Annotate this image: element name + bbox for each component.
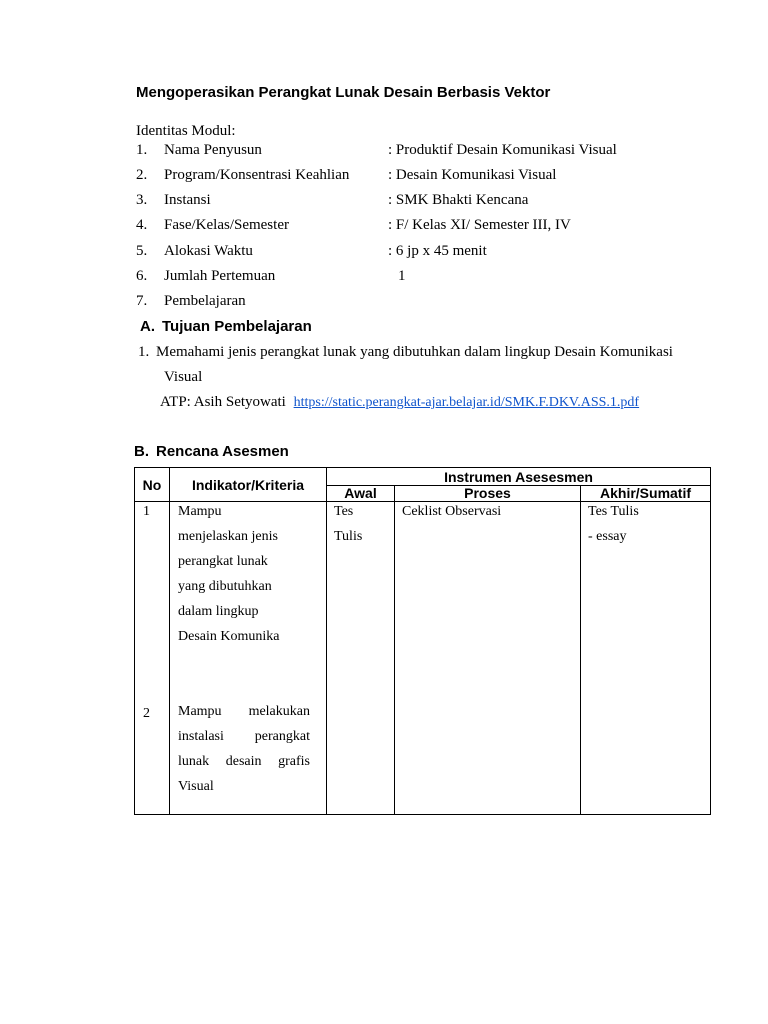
indikator-line: lunak desain grafis [178, 754, 310, 769]
header-no: No [135, 468, 170, 502]
cell-proses [395, 502, 581, 815]
indikator-line: Desain Komunika [178, 629, 280, 644]
awal-line: Tes [334, 504, 354, 519]
cell-no [135, 502, 170, 815]
akhir-line: Tes Tulis [588, 504, 639, 519]
cell-akhir [581, 502, 711, 815]
row-label: Alokasi Waktu [164, 243, 253, 259]
row-number: 7. [136, 293, 148, 309]
row-label: Instansi [164, 192, 211, 208]
row-number: 3. [136, 192, 148, 208]
indikator-line: yang dibutuhkan [178, 579, 272, 594]
row-label: Pembelajaran [164, 293, 246, 309]
row-label: Jumlah Pertemuan [164, 268, 276, 284]
header-proses: Proses [395, 486, 581, 502]
indikator-line: menjelaskan jenis [178, 529, 278, 544]
identitas-row [136, 142, 736, 162]
section-letter: B. [134, 443, 149, 460]
header-akhir: Akhir/Sumatif [581, 486, 711, 502]
item-text: Memahami jenis perangkat lunak yang dibutuhkan dalam lingkup Desain Komunikasi [156, 344, 673, 360]
table-header-row [135, 468, 711, 486]
row-number-2: 2 [143, 706, 150, 721]
section-title: Rencana Asesmen [156, 443, 289, 460]
row-value: : F/ Kelas XI/ Semester III, IV [388, 217, 571, 233]
atp-label: ATP: Asih Setyowati [160, 394, 286, 410]
identitas-heading: Identitas Modul: [136, 123, 236, 139]
row-number-1: 1 [143, 504, 150, 519]
atp-line [160, 394, 639, 411]
identitas-row [136, 293, 736, 313]
indikator-line: Mampu melakukan [178, 704, 310, 719]
indikator-line: perangkat lunak [178, 554, 268, 569]
identitas-row [136, 268, 736, 288]
row-value: : 6 jp x 45 menit [388, 243, 487, 259]
row-number: 5. [136, 243, 148, 259]
row-value: 1 [398, 268, 406, 284]
row-label: Program/Konsentrasi Keahlian [164, 167, 350, 183]
proses-line: Ceklist Observasi [402, 504, 502, 519]
asesmen-table [134, 467, 711, 815]
header-indikator: Indikator/Kriteria [170, 468, 327, 502]
header-awal: Awal [327, 486, 395, 502]
indikator-line: dalam lingkup [178, 604, 259, 619]
tujuan-item [138, 344, 738, 361]
row-number: 4. [136, 217, 148, 233]
section-letter: A. [140, 318, 155, 335]
identitas-row [136, 167, 736, 187]
row-value: : Produktif Desain Komunikasi Visual [388, 142, 617, 158]
awal-line: Tulis [334, 529, 363, 544]
table-row [135, 502, 711, 815]
row-label: Fase/Kelas/Semester [164, 217, 289, 233]
row-number: 1. [136, 142, 148, 158]
atp-link[interactable]: https://static.perangkat-ajar.belajar.id/SMK.F.DKV.ASS.1.pdf [293, 395, 640, 410]
identitas-row [136, 243, 736, 263]
identitas-row [136, 217, 736, 237]
row-value: : SMK Bhakti Kencana [388, 192, 529, 208]
item-number: 1. [138, 344, 150, 360]
row-value: : Desain Komunikasi Visual [388, 167, 557, 183]
section-b-heading [134, 443, 289, 460]
tujuan-item-continuation: Visual [164, 369, 203, 385]
row-label: Nama Penyusun [164, 142, 262, 158]
cell-awal [327, 502, 395, 815]
indikator-line: Visual [178, 779, 214, 794]
page-title: Mengoperasikan Perangkat Lunak Desain Berbasis Vektor [136, 84, 551, 101]
section-title: Tujuan Pembelajaran [162, 318, 312, 335]
indikator-line: instalasi perangkat [178, 729, 310, 744]
akhir-line: - essay [588, 529, 627, 544]
identitas-row [136, 192, 736, 212]
cell-indikator [170, 502, 327, 815]
section-a-heading [140, 318, 312, 335]
row-number: 6. [136, 268, 148, 284]
indikator-line: Mampu [178, 504, 222, 519]
header-instrumen: Instrumen Asesesmen [327, 468, 711, 486]
row-number: 2. [136, 167, 148, 183]
